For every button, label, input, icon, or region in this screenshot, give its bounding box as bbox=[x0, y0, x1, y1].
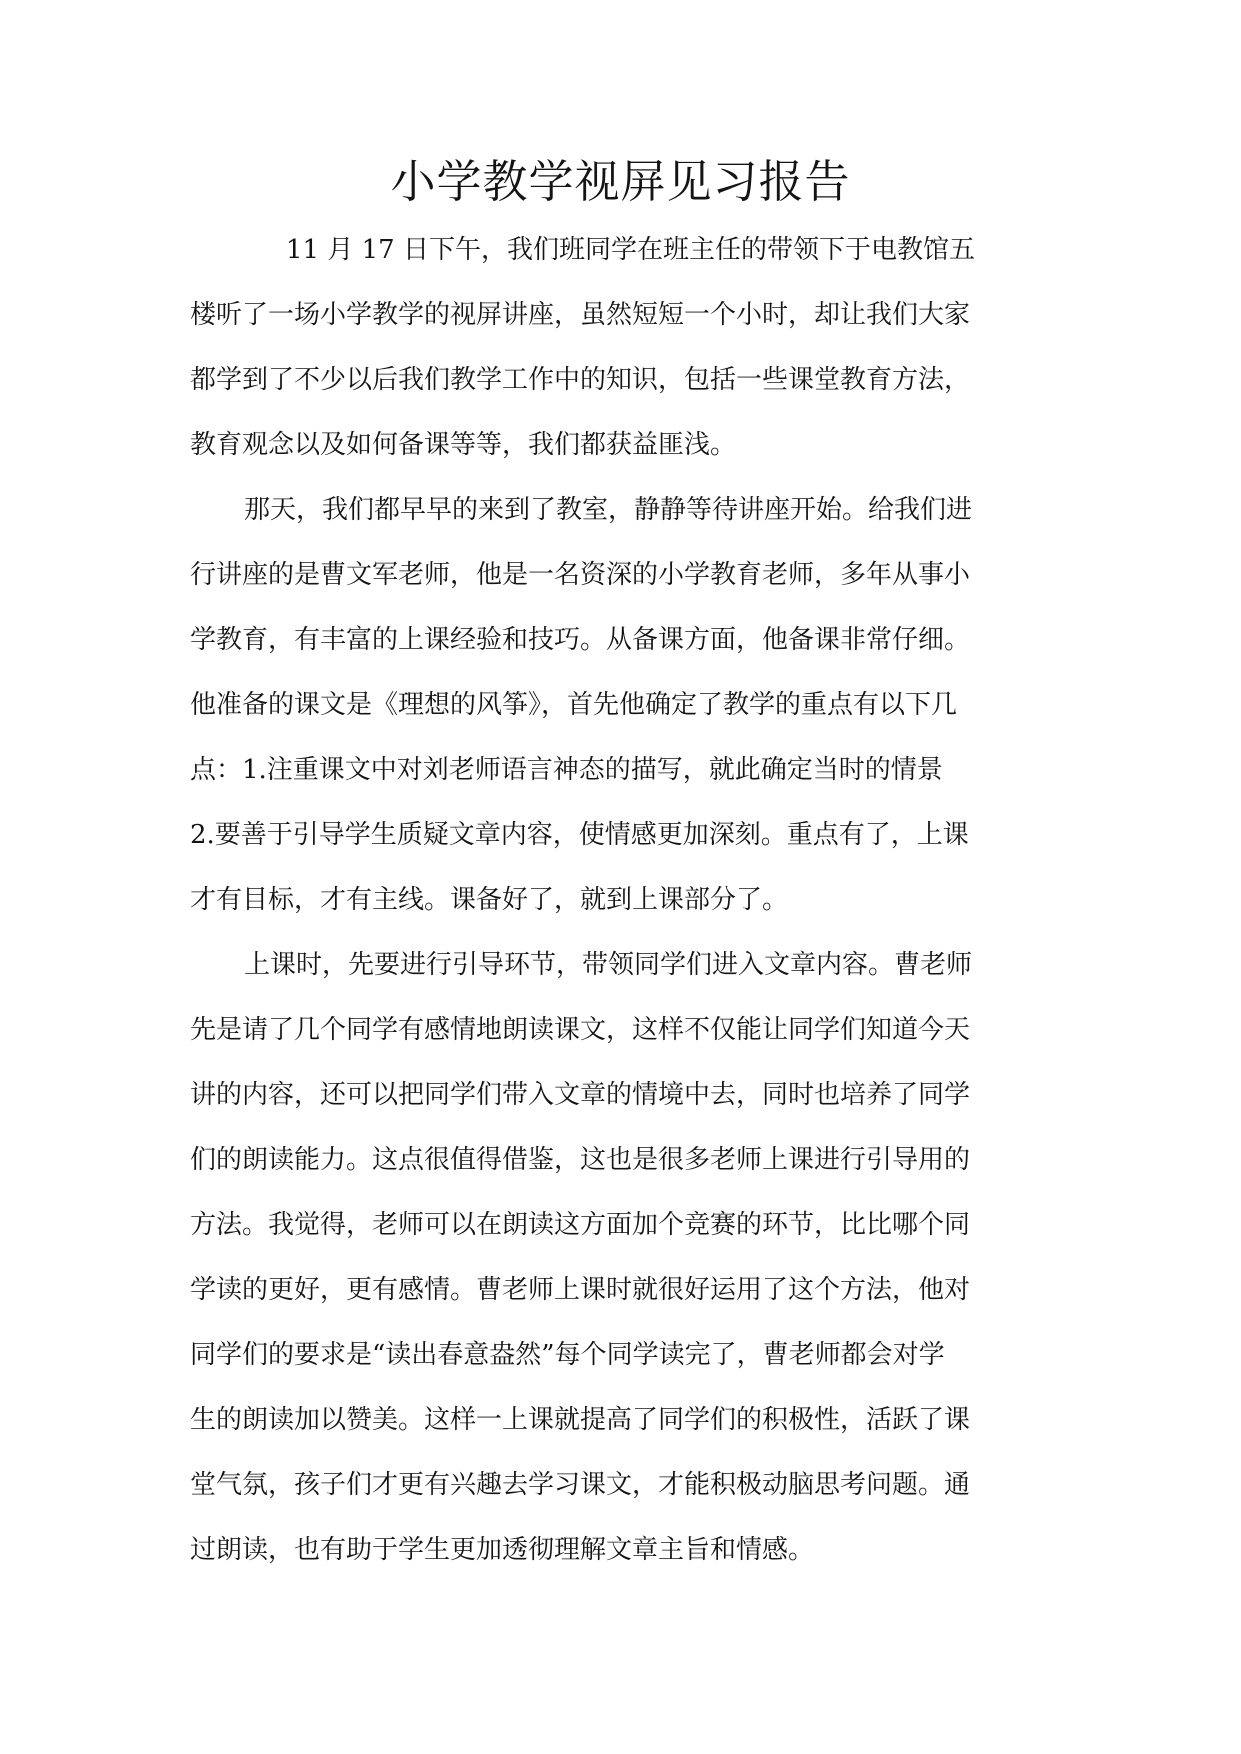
text-line: 过朗读，也有助于学生更加透彻理解文章主旨和情感。 bbox=[190, 1535, 815, 1565]
text-line: 学读的更好，更有感情。曹老师上课时就很好运用了这个方法，他对 bbox=[190, 1275, 971, 1305]
text-line: 教育观念以及如何备课等等，我们都获益匪浅。 bbox=[190, 430, 737, 460]
text-line: 11 月 17 日下午，我们班同学在班主任的带领下于电教馆五 bbox=[286, 235, 975, 265]
page-title: 小学教学视屏见习报告 bbox=[390, 155, 851, 208]
text-line: 才有目标，才有主线。课备好了，就到上课部分了。 bbox=[190, 885, 789, 915]
text-line: 都学到了不少以后我们教学工作中的知识，包括一些课堂教育方法， bbox=[190, 365, 971, 395]
text-line: 学教育，有丰富的上课经验和技巧。从备课方面，他备课非常仔细。 bbox=[190, 625, 971, 655]
text-line: 们的朗读能力。这点很值得借鉴，这也是很多老师上课进行引导用的 bbox=[190, 1145, 971, 1175]
paragraph-2 bbox=[190, 478, 1062, 933]
text-line: 行讲座的是曹文军老师，他是一名资深的小学教育老师，多年从事小 bbox=[190, 560, 971, 590]
text-line: 方法。我觉得，老师可以在朗读这方面加个竞赛的环节，比比哪个同 bbox=[190, 1210, 971, 1240]
document-body bbox=[190, 218, 1062, 1583]
text-line: 楼听了一场小学教学的视屏讲座，虽然短短一个小时，却让我们大家 bbox=[190, 300, 971, 330]
text-line: 堂气氛，孩子们才更有兴趣去学习课文，才能积极动脑思考问题。通 bbox=[190, 1470, 971, 1500]
text-line: 上课时，先要进行引导环节，带领同学们进入文章内容。曹老师 bbox=[244, 950, 973, 980]
paragraph-1 bbox=[190, 218, 1062, 478]
text-line: 讲的内容，还可以把同学们带入文章的情境中去，同时也培养了同学 bbox=[190, 1080, 971, 1110]
text-line: 点：1.注重课文中对刘老师语言神态的描写，就此确定当时的情景 bbox=[190, 755, 943, 785]
text-line: 那天，我们都早早的来到了教室，静静等待讲座开始。给我们进 bbox=[244, 495, 973, 525]
text-line: 2.要善于引导学生质疑文章内容，使情感更加深刻。重点有了，上课 bbox=[190, 820, 969, 850]
text-line: 他准备的课文是《理想的风筝》，首先他确定了教学的重点有以下几 bbox=[190, 690, 958, 720]
paragraph-3 bbox=[190, 933, 1062, 1583]
text-line: 同学们的要求是“读出春意盎然”每个同学读完了，曹老师都会对学 bbox=[190, 1340, 945, 1370]
text-line: 生的朗读加以赞美。这样一上课就提高了同学们的积极性，活跃了课 bbox=[190, 1405, 971, 1435]
text-line: 先是请了几个同学有感情地朗读课文，这样不仅能让同学们知道今天 bbox=[190, 1015, 971, 1045]
